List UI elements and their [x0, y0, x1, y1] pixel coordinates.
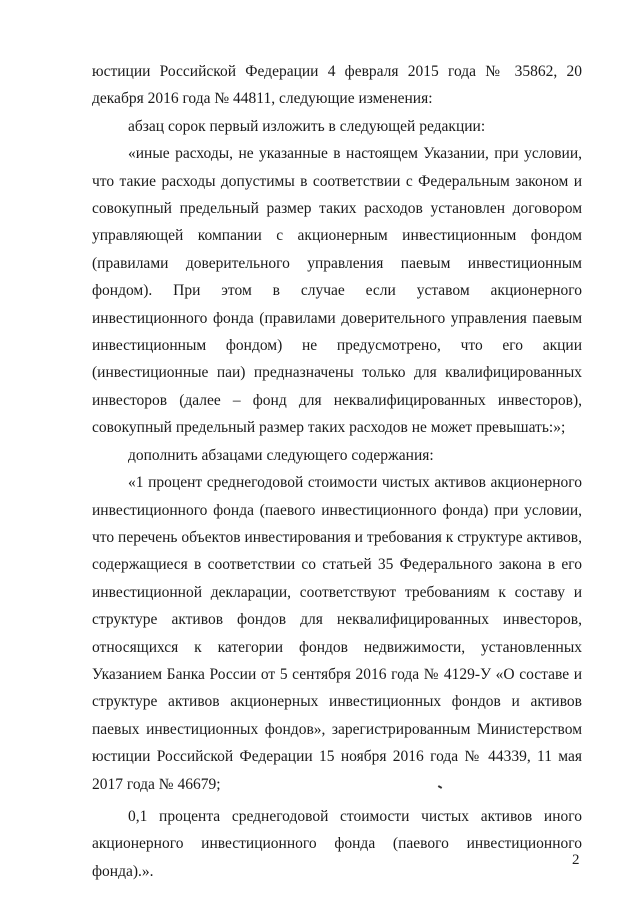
paragraph-quoted-other-expenses: «иные расходы, не указанные в настоящем Указании, при условии, что такие расходы допустимы в соответствии с Федеральным законом и совокупный предельный размер таких расходов установлен договором управляющей компании с акционерным инвестиционным фондом (правилами доверительного управления паевым инвестиционным фондом). При этом в случае если уставом акционерного инвестиционного фонда (правилами доверительного управления паевым инвестиционным фондом) не предусмотрено, что его акции (инвестиционные паи) предназначены только для квалифицированных инвесторов (далее – фонд для неквалифицированных инвесторов), совокупный предельный размер таких расходов не может превышать:»;	[92, 145, 582, 437]
paragraph-quoted-one-percent: «1 процент среднегодовой стоимости чистых активов акционерного инвестиционного фонда (паевого инвестиционного фонда) при условии, что перечень объектов инвестирования и требования к структуре активов, содержащиеся в соответствии со статьей 35 Федерального закона в его инвестиционной декларации, соответствуют требованиям к составу и структуре активов фондов для неквалифицированных инвесторов, относящихся к категории фондов недвижимости, установленных Указанием Банка России от 5 сентября 2016 года № 4129-У «О составе и структуре активов акционерных инвестиционных фондов и активов паевых инвестиционных фондов», зарегистрированным Министерством юстиции Российской Федерации 15 ноября 2016 года № 44339, 11 мая 2017 года № 46679;	[92, 474, 582, 793]
document-body	[92, 58, 582, 885]
paragraph-instruction-replace: абзац сорок первый изложить в следующей редакции:	[128, 117, 486, 135]
paragraph-quoted-point-one-percent: 0,1 процента среднегодовой стоимости чистых активов иного акционерного инвестиционного фонда (паевого инвестиционного фонда).».	[92, 807, 582, 880]
paragraph-instruction-add: дополнить абзацами следующего содержания:	[128, 446, 434, 464]
paragraph-continuation: юстиции Российской Федерации 4 февраля 2015 года № 35862, 20 декабря 2016 года № 44811, следующие изменения:	[92, 63, 582, 108]
page-number: 2	[572, 852, 580, 868]
